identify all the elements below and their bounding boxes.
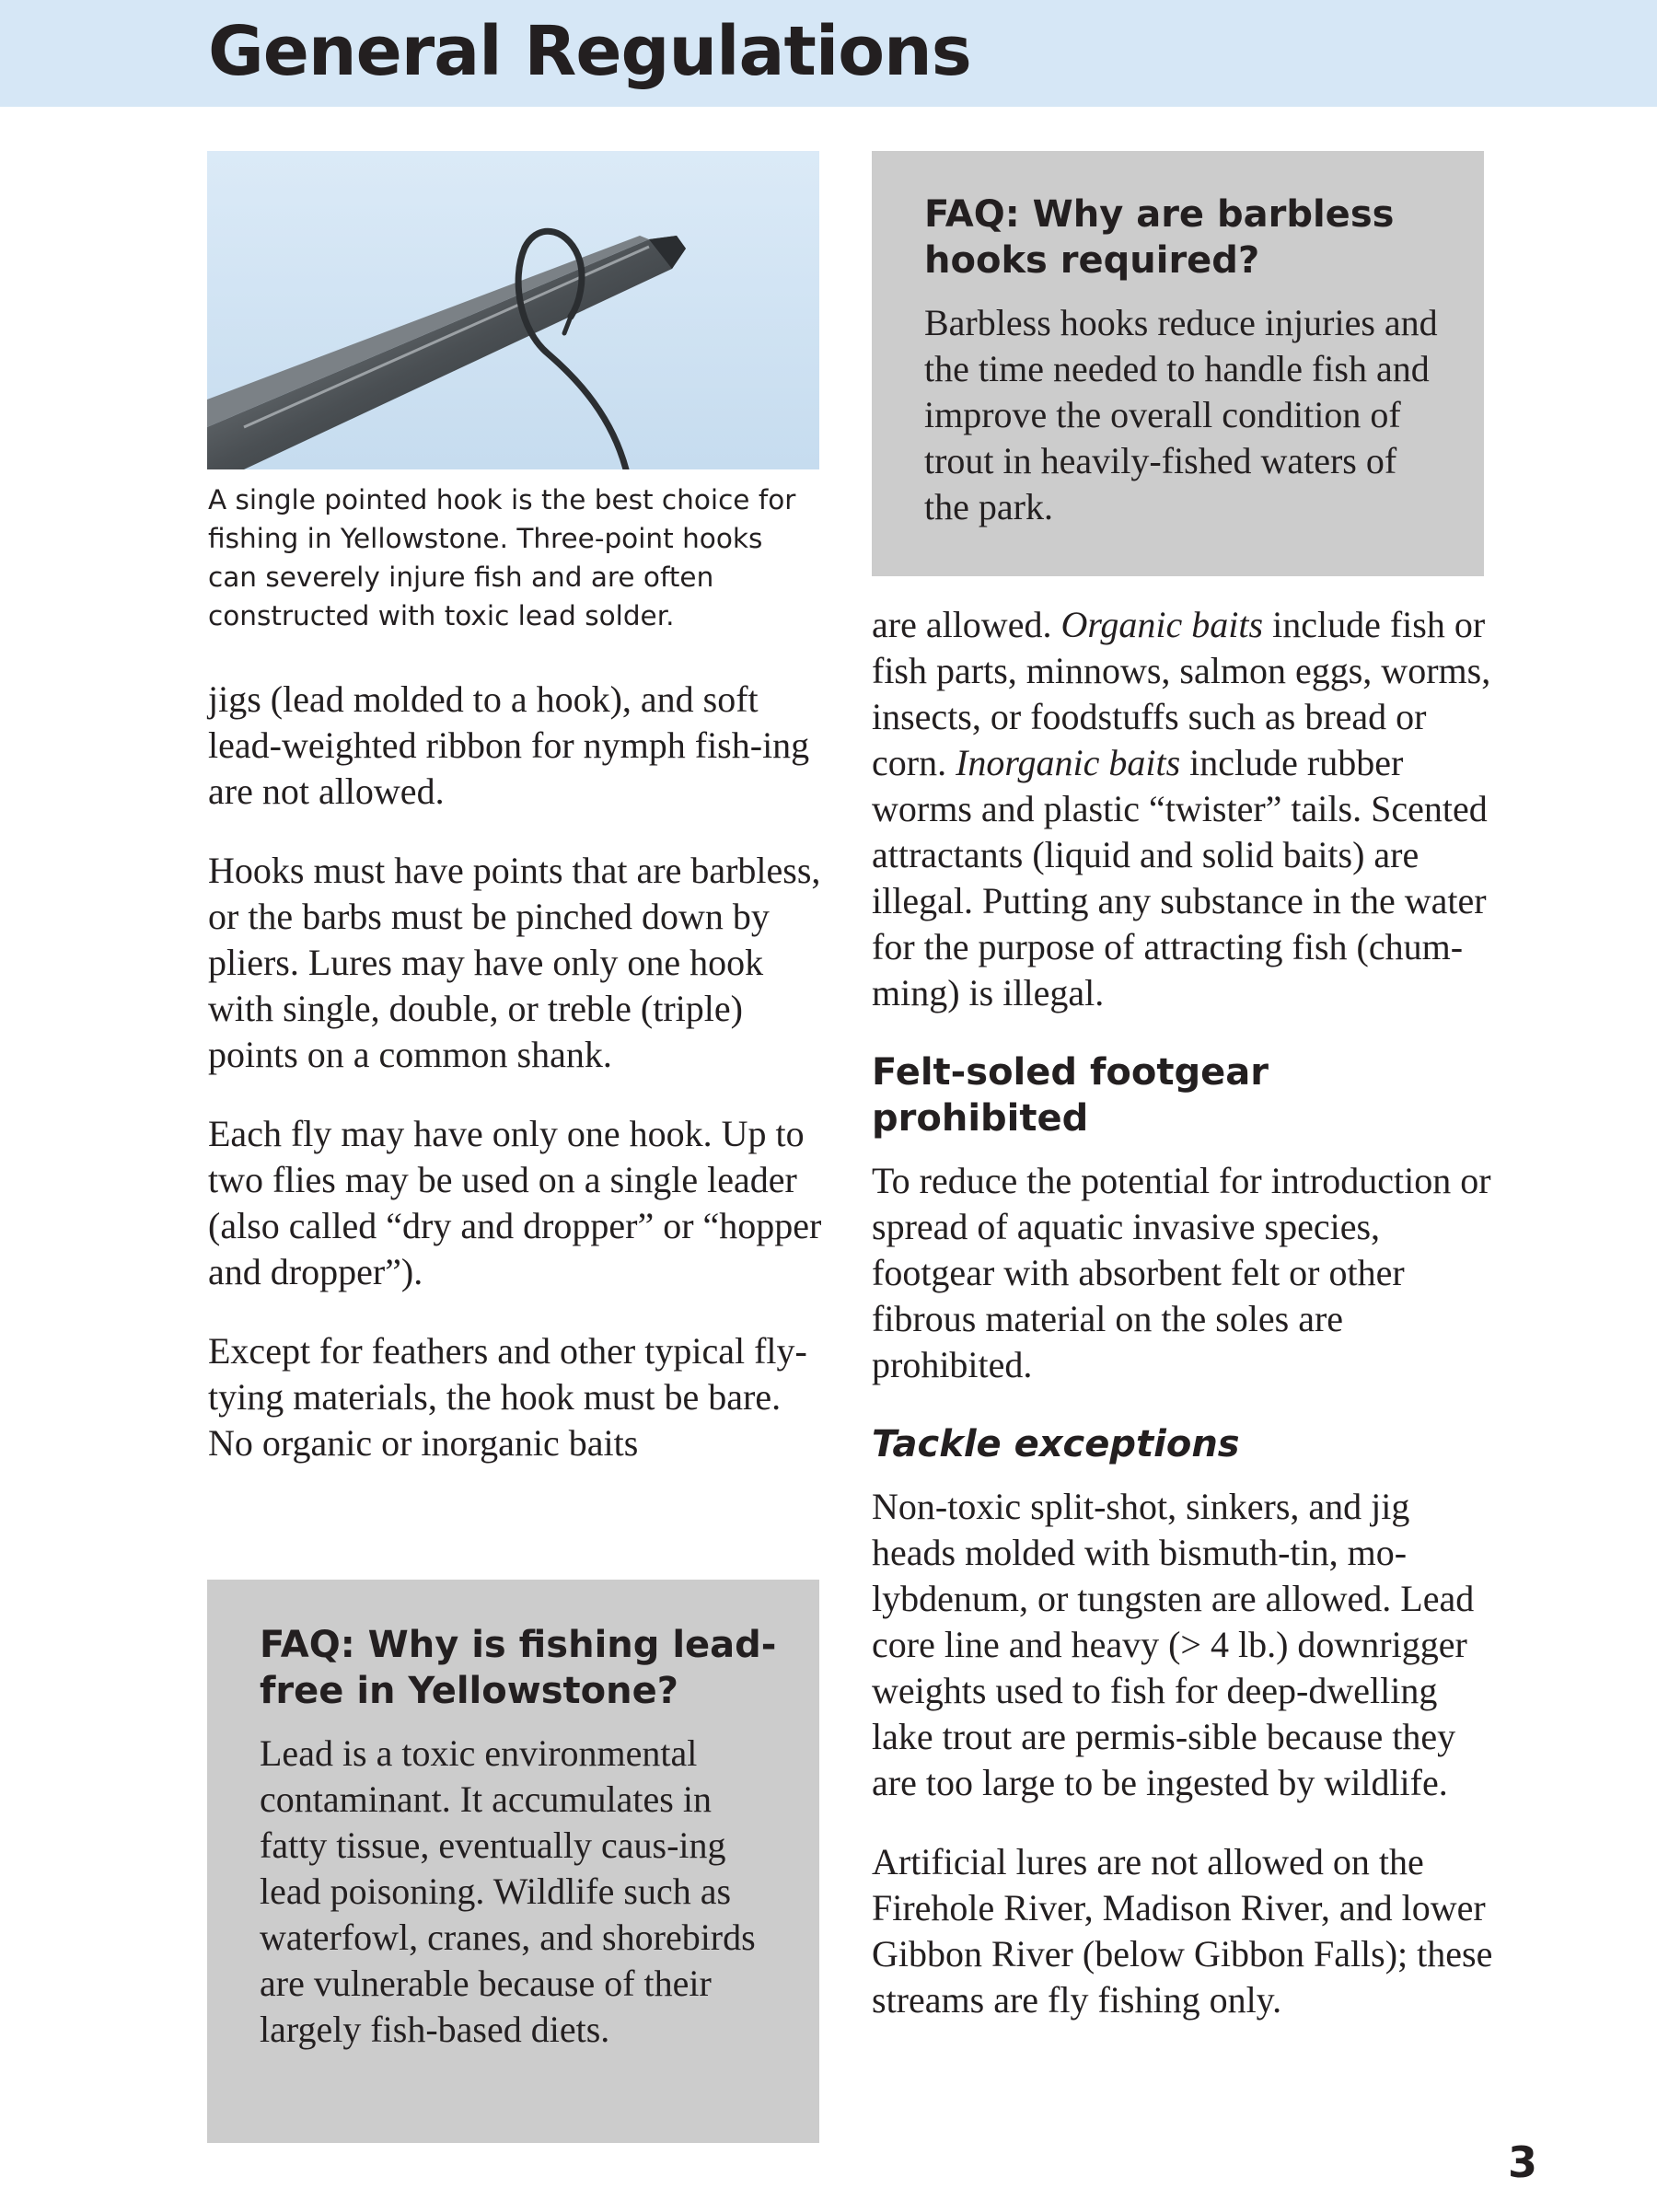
right-column xyxy=(872,602,1498,2056)
photo-caption: A single pointed hook is the best choice for fishing in Yellowstone. Three-point hooks can severely injure fish and are often constructed with toxic lead solder. xyxy=(208,484,796,631)
tackle-exceptions-heading: Tackle exceptions xyxy=(872,1423,1240,1465)
paragraph-lead-jigs: jigs (lead molded to a hook), and soft lead-weighted ribbon for nymph fish-ing are not allowed. xyxy=(208,678,810,812)
faq-barbless-title: FAQ: Why are barbless hooks required? xyxy=(924,193,1395,282)
felt-soled-heading: Felt-soled footgear prohibited xyxy=(872,1051,1269,1140)
fishing-hook-photo xyxy=(207,151,819,469)
paragraph-fly-hooks: Each fly may have only one hook. Up to two flies may be used on a single leader (also called “dry and dropper” or “hopper and dropper”). xyxy=(208,1113,822,1292)
baits-text-3: include rubber worms and plastic “twister” tails. Scented attractants (liquid and solid baits) are illegal. Putting any substance in the water for the purpose of attracting fish (chum-ming) is illegal. xyxy=(872,742,1488,1013)
organic-baits-term: Organic baits xyxy=(1060,604,1264,645)
paragraph-bare-hook: Except for feathers and other typical fly-tying materials, the hook must be bare. No organic or inorganic baits xyxy=(208,1330,807,1464)
faq-barbless-body: Barbless hooks reduce injuries and the time needed to handle fish and improve the overall condition of trout in heavily-fished waters of the park. xyxy=(924,302,1438,527)
paragraph-felt-soled: To reduce the potential for introduction or spread of aquatic invasive species, footgear with absorbent felt or other fibrous material on the soles are prohibited. xyxy=(872,1160,1491,1385)
baits-text-1: are allowed. xyxy=(872,604,1061,645)
faq-barbless-box xyxy=(872,151,1484,576)
baits-text-2: include fish or fish parts, minnows, salmon eggs, worms, insects, or foodstuffs such as bread or corn. xyxy=(872,604,1491,783)
paragraph-artificial-lures: Artificial lures are not allowed on the Firehole River, Madison River, and lower Gibbon River (below Gibbon Falls); these streams are fly fishing only. xyxy=(872,1841,1493,2021)
faq-lead-box xyxy=(207,1580,819,2143)
paragraph-baits xyxy=(872,602,1498,1016)
faq-lead-body: Lead is a toxic environmental contaminant. It accumulates in fatty tissue, eventually caus-ing lead poisoning. Wildlife such as waterfowl, cranes, and shorebirds are vulnerable because of their largely fish-based diets. xyxy=(260,1732,756,2050)
fishing-hook-in-pliers-icon xyxy=(207,151,819,469)
faq-lead-title: FAQ: Why is fishing lead-free in Yellowstone? xyxy=(260,1624,777,1712)
paragraph-barbless-hooks: Hooks must have points that are barbless, or the barbs must be pinched down by pliers. Lures may have only one hook with single, double, or treble (triple) points on a common shank. xyxy=(208,850,821,1075)
paragraph-non-toxic-tackle: Non-toxic split-shot, sinkers, and jig heads molded with bismuth-tin, mo-lybdenum, or tungsten are allowed. Lead core line and heavy (> 4 lb.) downrigger weights used to fish for deep-dwelling lake trout are permis-sible because they are too large to be ingested by wildlife. xyxy=(872,1486,1475,1803)
left-column xyxy=(208,677,825,1500)
inorganic-baits-term: Inorganic baits xyxy=(956,742,1181,783)
page-number: 3 xyxy=(1507,2137,1537,2187)
page-title: General Regulations xyxy=(208,12,971,91)
